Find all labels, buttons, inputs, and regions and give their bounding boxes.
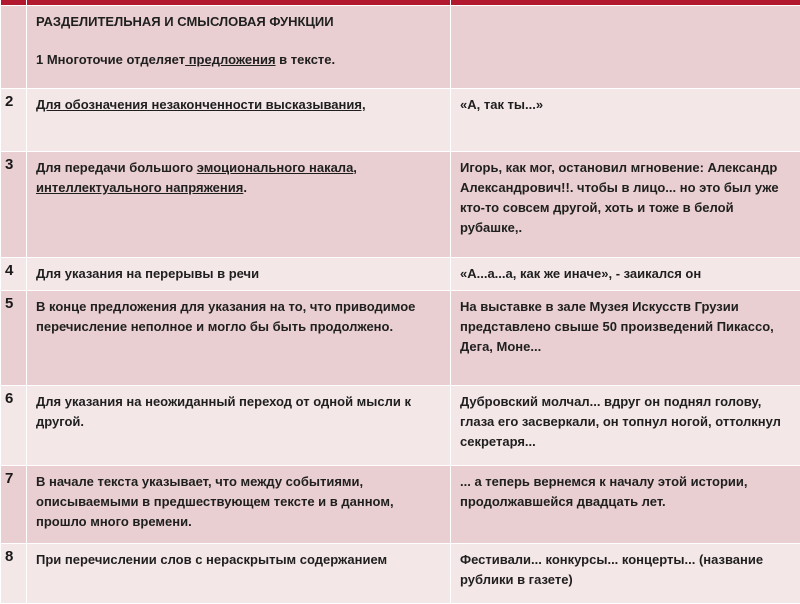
example-cell: ... а теперь вернемся к началу этой истории, продолжавшейся двадцать лет. bbox=[451, 466, 800, 544]
row-number: 3 bbox=[1, 152, 27, 258]
usage-text: В конце предложения для указания на то, что приводимое перечисление неполное и могло бы быть продолжено. bbox=[36, 299, 415, 334]
row-number: 6 bbox=[1, 386, 27, 466]
usage-text: Для указания на неожиданный переход от одной мысли к другой. bbox=[36, 394, 411, 429]
usage-text: Для указания на перерывы в речи bbox=[36, 266, 259, 281]
example-cell: «А...а...а, как же иначе», - заикался он bbox=[451, 258, 800, 291]
table-row bbox=[1, 466, 800, 544]
table-row bbox=[1, 544, 800, 604]
row-number: 4 bbox=[1, 258, 27, 291]
row-number: 5 bbox=[1, 291, 27, 386]
usage-cell bbox=[27, 544, 451, 604]
table-row bbox=[1, 152, 800, 258]
row-number: 8 bbox=[1, 544, 27, 604]
usage-cell bbox=[27, 258, 451, 291]
usage-text-underlined: интеллектуального напряжения bbox=[36, 180, 243, 195]
usage-text: При перечислении слов с нераскрытым содержанием bbox=[36, 552, 387, 567]
usage-cell bbox=[27, 466, 451, 544]
example-cell: «А, так ты...» bbox=[451, 89, 800, 152]
table-row bbox=[1, 386, 800, 466]
usage-text: 1 Многоточие отделяет bbox=[36, 52, 185, 67]
example-cell: На выставке в зале Музея Искусств Грузии представлено свыше 50 произведений Пикассо, Дега, Моне... bbox=[451, 291, 800, 386]
usage-cell bbox=[27, 291, 451, 386]
table-row bbox=[1, 291, 800, 386]
usage-text-underlined: эмоционального накала bbox=[197, 160, 354, 175]
usage-cell bbox=[27, 6, 451, 89]
usage-cell bbox=[27, 386, 451, 466]
usage-text: , bbox=[353, 160, 357, 175]
usage-text: В начале текста указывает, что между событиями, описываемыми в предшествующем тексте и в данном, прошло много времени. bbox=[36, 474, 394, 529]
example-cell: Дубровский молчал... вдруг он поднял голову, глаза его засверкали, он топнул ногой, оттолкнул секретаря... bbox=[451, 386, 800, 466]
section-title: РАЗДЕЛИТЕЛЬНАЯ И СМЫСЛОВАЯ ФУНКЦИИ bbox=[36, 12, 444, 32]
example-cell: Игорь, как мог, остановил мгновение: Александр Александрович!!. чтобы в лицо... но это был уже кто-то совсем другой, хоть и тоже в белой рубашке,. bbox=[451, 152, 800, 258]
usage-cell bbox=[27, 89, 451, 152]
usage-text-underlined: предложения bbox=[185, 52, 275, 67]
example-cell bbox=[451, 6, 800, 89]
usage-text-underlined: Для обозначения незаконченности высказывания, bbox=[36, 97, 366, 112]
table-row bbox=[1, 89, 800, 152]
table-row bbox=[1, 258, 800, 291]
example-cell: Фестивали... конкурсы... концерты... (название рублики в газете) bbox=[451, 544, 800, 604]
usage-text: Для передачи большого bbox=[36, 160, 197, 175]
usage-text: . bbox=[243, 180, 247, 195]
usage-text: в тексте. bbox=[276, 52, 336, 67]
table-row bbox=[1, 6, 800, 89]
usage-cell bbox=[27, 152, 451, 258]
row-number: 2 bbox=[1, 89, 27, 152]
row-number bbox=[1, 6, 27, 89]
row-number: 7 bbox=[1, 466, 27, 544]
